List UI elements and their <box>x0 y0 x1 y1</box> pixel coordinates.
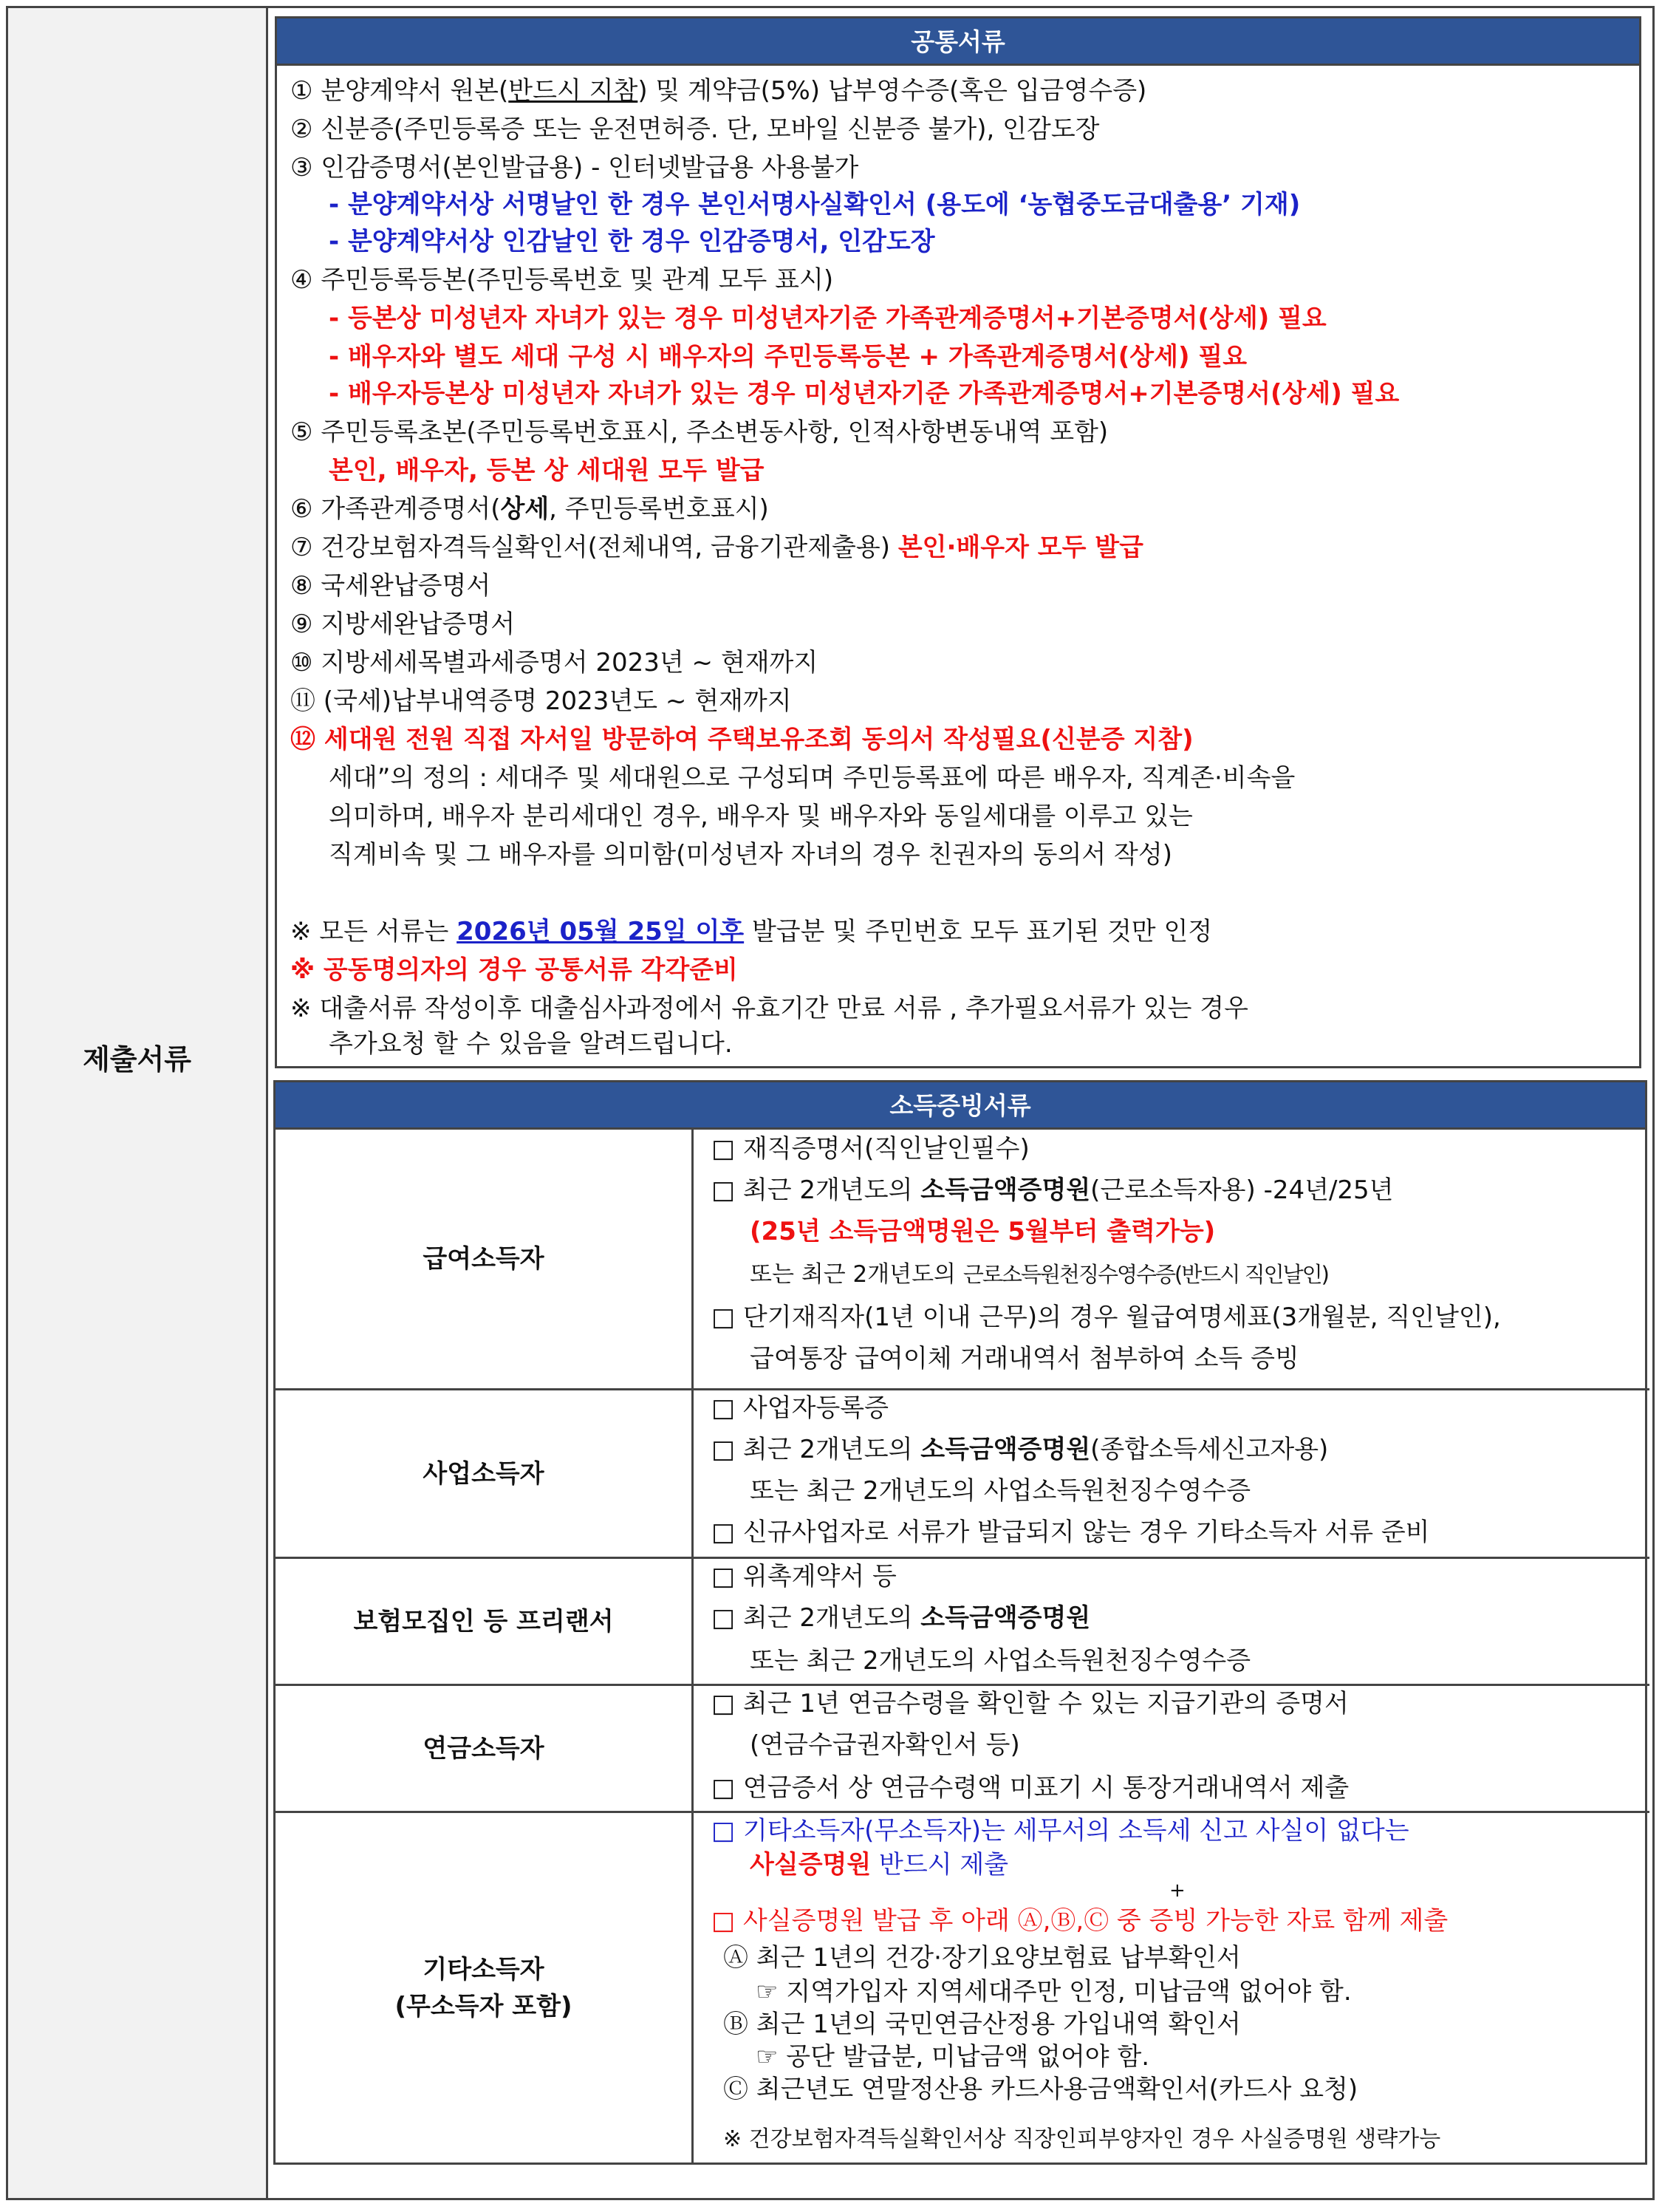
note-validity-date: 2026년 05월 25일 이후 <box>456 917 745 946</box>
common-item-3: ③ 인감증명서(본인발급용) - 인터넷발급용 사용불가 <box>290 153 859 182</box>
salary-item-2-b: 소득금액증명원 <box>920 1175 1091 1205</box>
note-additional-1: ※ 대출서류 작성이후 대출심사과정에서 유효기간 만료 서류 , 추가필요서류가 있는 경우 <box>290 994 1248 1023</box>
details-business <box>694 1390 1649 1559</box>
income-documents-section <box>273 1080 1647 2165</box>
freelancer-item-2-a: □ 최근 2개년도의 <box>711 1603 921 1633</box>
common-item-4-note-c: - 배우자등본상 미성년자 자녀가 있는 경우 미성년자기준 가족관계증명서+기본증명서(상세) 필요 <box>329 379 1400 409</box>
common-item-3-note-b: - 분양계약서상 인감날인 한 경우 인감증명서, 인감도장 <box>329 227 935 256</box>
category-business: 사업소득자 <box>276 1390 694 1559</box>
note-additional-2: 추가요청 할 수 있음을 알려드립니다. <box>329 1029 733 1059</box>
salary-note: (25년 소득금액명원은 5월부터 출력가능) <box>750 1217 1216 1246</box>
salary-item-2-alt-a: 또는 최근 2개년도의 <box>750 1261 963 1288</box>
pension-item-1-cont: (연금수급권자확인서 등) <box>750 1730 1020 1760</box>
common-item-5-note: 본인, 배우자, 등본 상 세대원 모두 발급 <box>329 456 765 485</box>
details-salary <box>694 1130 1649 1390</box>
business-item-2-c: (종합소득세신고자용) <box>1090 1435 1329 1464</box>
business-item-2-alt: 또는 최근 2개년도의 사업소득원천징수영수증 <box>750 1476 1251 1506</box>
common-item-7-b: 본인·배우자 모두 발급 <box>897 533 1143 562</box>
side-label: 제출서류 <box>83 1043 191 1076</box>
category-freelancer: 보험모집인 등 프리랜서 <box>276 1559 694 1686</box>
common-documents-header: 공통서류 <box>277 18 1639 66</box>
salary-item-2-c: (근로소득자용) -24년/25년 <box>1090 1175 1394 1205</box>
other-item-1: □ 기타소득자(무소득자)는 세무서의 소득세 신고 사실이 없다는 <box>711 1816 1409 1846</box>
common-item-3-note-a: - 분양계약서상 서명날인 한 경우 본인서명사실확인서 (용도에 ‘농협중도금대출용’ 기재) <box>329 190 1301 219</box>
salary-item-2-a: □ 최근 2개년도의 <box>711 1175 921 1205</box>
salary-item-3-cont: 급여통장 급여이체 거래내역서 첨부하여 소득 증빙 <box>750 1344 1299 1373</box>
salary-item-3: □ 단기재직자(1년 이내 근무)의 경우 월급여명세표(3개월분, 직인날인), <box>711 1303 1501 1332</box>
common-item-4-note-b: - 배우자와 별도 세대 구성 시 배우자의 주민등록등본 + 가족관계증명서(상세) 필요 <box>329 342 1248 372</box>
freelancer-item-2-alt: 또는 최근 2개년도의 사업소득원천징수영수증 <box>750 1646 1251 1676</box>
other-plus-mark: + <box>1169 1880 1186 1902</box>
salary-item-2 <box>711 1172 1394 1208</box>
common-item-6-c: , 주민등록번호표시) <box>549 494 769 524</box>
common-item-6-a: ⑥ 가족관계증명서( <box>290 494 501 524</box>
business-item-2-a: □ 최근 2개년도의 <box>711 1435 921 1464</box>
category-pension: 연금소득자 <box>276 1686 694 1813</box>
other-option-b-note: ☞ 공단 발급분, 미납금액 없어야 함. <box>756 2042 1150 2072</box>
note-validity-c: 발급분 및 주민번호 모두 표기된 것만 인정 <box>744 917 1213 946</box>
note-validity-a: ※ 모든 서류는 <box>290 917 457 946</box>
category-other-line2: (무소득자 포함) <box>394 1991 572 2021</box>
business-item-1: □ 사업자등록증 <box>711 1393 889 1423</box>
details-pension <box>694 1686 1649 1813</box>
freelancer-item-2-b: 소득금액증명원 <box>920 1603 1091 1633</box>
common-item-4: ④ 주민등록등본(주민등록번호 및 관계 모두 표시) <box>290 265 834 295</box>
salary-item-2-alt <box>750 1257 1328 1292</box>
business-item-2 <box>711 1432 1328 1467</box>
side-label-column <box>8 8 268 2198</box>
category-other <box>276 1813 694 2162</box>
business-item-3: □ 신규사업자로 서류가 발급되지 않는 경우 기타소득자 서류 준비 <box>711 1518 1430 1547</box>
other-item-2: □ 사실증명원 발급 후 아래 Ⓐ,Ⓑ,Ⓒ 중 증빙 가능한 자료 함께 제출 <box>711 1906 1449 1936</box>
details-freelancer <box>694 1559 1649 1686</box>
other-option-b: Ⓑ 최근 1년의 국민연금산정용 가입내역 확인서 <box>723 2010 1241 2039</box>
income-documents-header: 소득증빙서류 <box>276 1082 1645 1130</box>
salary-item-1: □ 재직증명서(직인날인필수) <box>711 1134 1030 1164</box>
other-option-c: Ⓒ 최근년도 연말정산용 카드사용금액확인서(카드사 요청) <box>723 2075 1358 2104</box>
pension-item-1: □ 최근 1년 연금수령을 확인할 수 있는 지급기관의 증명서 <box>711 1689 1349 1718</box>
freelancer-item-1: □ 위촉계약서 등 <box>711 1562 897 1591</box>
common-item-6-b: 상세 <box>500 494 550 524</box>
pension-item-2: □ 연금증서 상 연금수령액 미표기 시 통장거래내역서 제출 <box>711 1773 1350 1803</box>
common-item-10: ⑩ 지방세세목별과세증명서 2023년 ~ 현재까지 <box>290 648 818 677</box>
other-item-1-cont <box>750 1847 1008 1882</box>
common-item-6 <box>290 491 769 527</box>
other-option-a: Ⓐ 최근 1년의 건강·장기요양보험료 납부확인서 <box>723 1943 1241 1973</box>
note-joint-owner: ※ 공동명의자의 경우 공통서류 각각준비 <box>290 955 738 985</box>
household-definition-1: 세대”의 정의 : 세대주 및 세대원으로 구성되며 주민등록표에 따른 배우자, 직계존·비속을 <box>329 763 1296 793</box>
note-validity <box>290 914 1212 949</box>
common-item-12: ⑫ 세대원 전원 직접 자서일 방문하여 주택보유조회 동의서 작성필요(신분증 지참) <box>290 725 1194 754</box>
common-item-7 <box>290 530 1143 565</box>
other-item-1-cont-a: 사실증명원 <box>750 1850 872 1880</box>
business-item-2-b: 소득금액증명원 <box>920 1435 1091 1464</box>
common-item-1: ① 분양계약서 원본(반드시 지참) 및 계약금(5%) 납부영수증(혹은 입금영수증) <box>290 76 1147 106</box>
salary-item-2-alt-b: 근로소득원천징수영수증(반드시 직인날인) <box>962 1262 1328 1287</box>
other-exemption-note: ※ 건강보험자격득실확인서상 직장인피부양자인 경우 사실증명원 생략가능 <box>723 2126 1441 2152</box>
common-item-8: ⑧ 국세완납증명서 <box>290 571 491 601</box>
common-item-11: ⑪ (국세)납부내역증명 2023년도 ~ 현재까지 <box>290 686 792 716</box>
common-item-2: ② 신분증(주민등록증 또는 운전면허증. 단, 모바일 신분증 불가), 인감도장 <box>290 115 1100 144</box>
common-item-9: ⑨ 지방세완납증명서 <box>290 610 516 639</box>
category-salary: 급여소득자 <box>276 1130 694 1390</box>
household-definition-2: 의미하며, 배우자 분리세대인 경우, 배우자 및 배우자와 동일세대를 이루고 있는 <box>329 802 1193 831</box>
common-item-5: ⑤ 주민등록초본(주민등록번호표시, 주소변동사항, 인적사항변동내역 포함) <box>290 417 1109 447</box>
freelancer-item-2 <box>711 1600 1090 1636</box>
other-item-1-cont-b: 반드시 제출 <box>871 1850 1009 1880</box>
category-other-line1: 기타소득자 <box>423 1954 544 1984</box>
details-other <box>694 1813 1649 2162</box>
other-option-a-note: ☞ 지역가입자 지역세대주만 인정, 미납금액 없어야 함. <box>756 1977 1352 2007</box>
common-item-4-note-a: - 등본상 미성년자 자녀가 있는 경우 미성년자기준 가족관계증명서+기본증명서(상세) 필요 <box>329 304 1327 333</box>
common-documents-section <box>275 16 1641 1068</box>
common-item-7-a: ⑦ 건강보험자격득실확인서(전체내역, 금융기관제출용) <box>290 533 898 562</box>
household-definition-3: 직계비속 및 그 배우자를 의미함(미성년자 자녀의 경우 친권자의 동의서 작성) <box>329 840 1172 870</box>
